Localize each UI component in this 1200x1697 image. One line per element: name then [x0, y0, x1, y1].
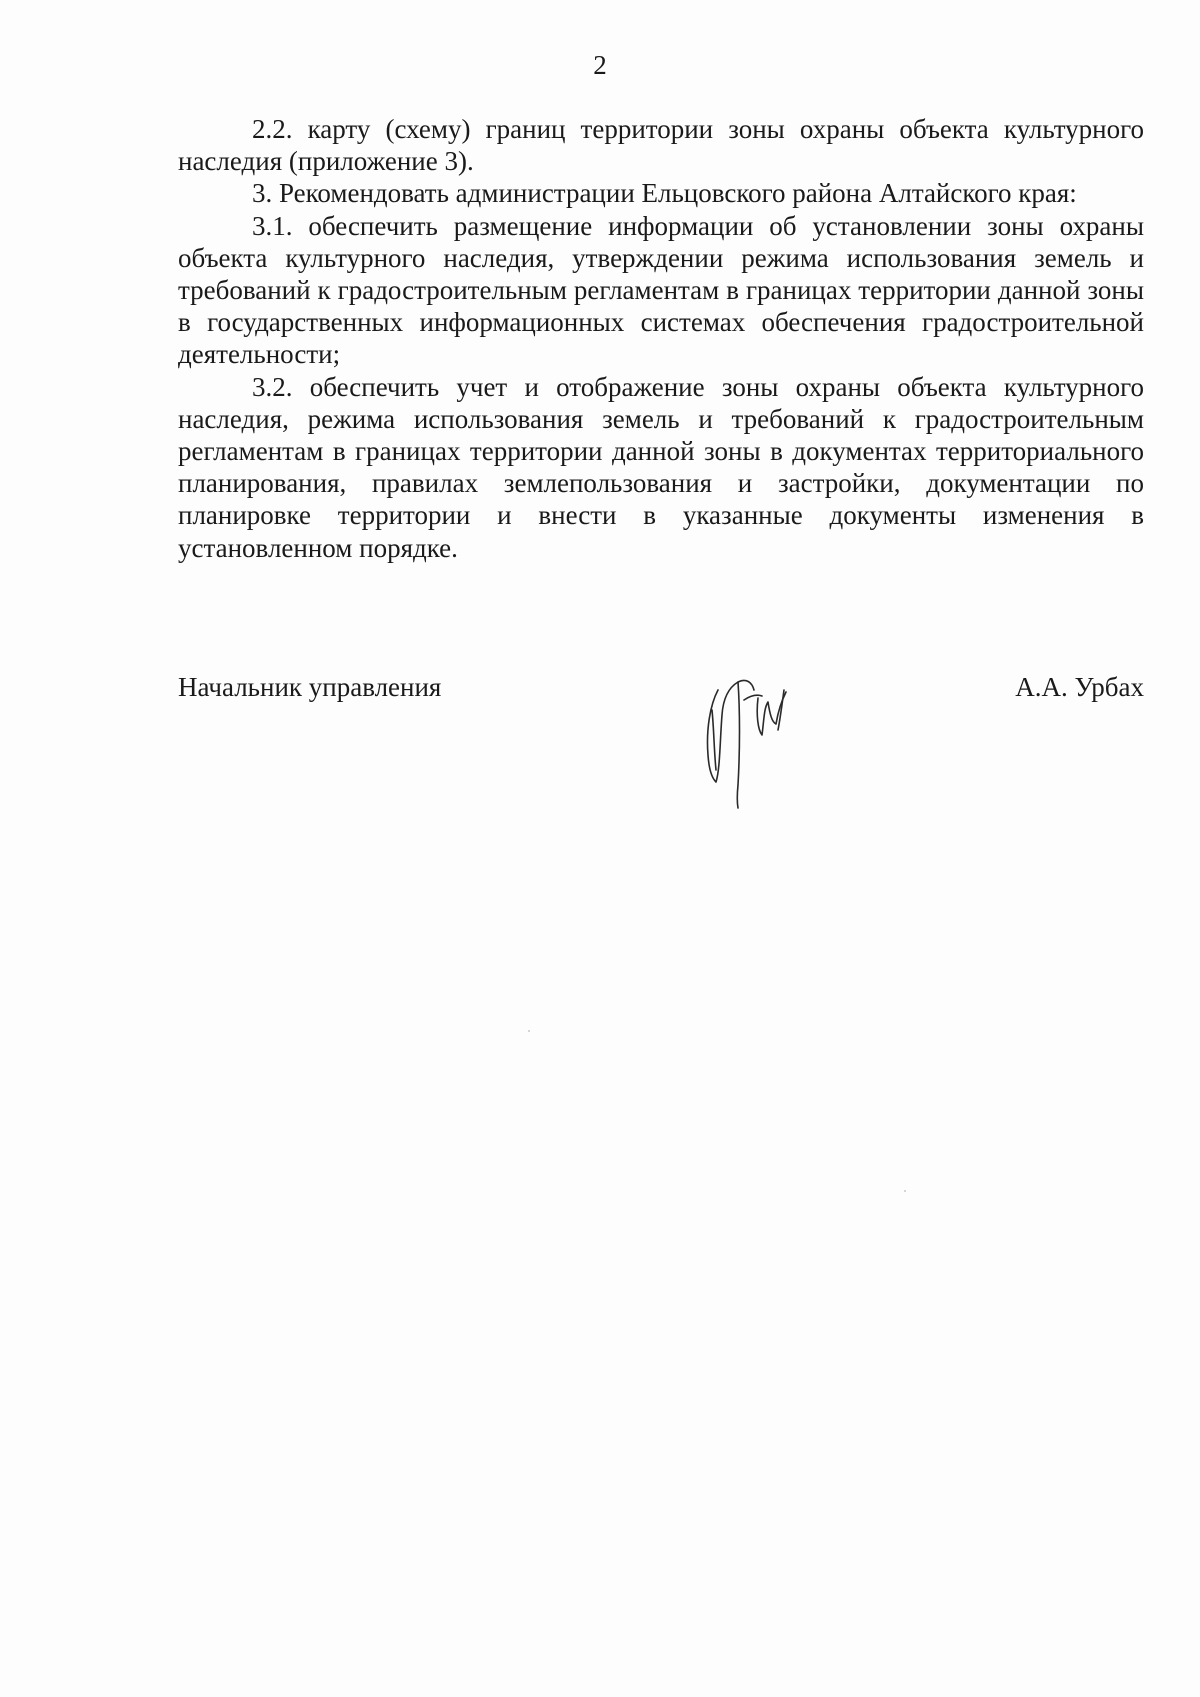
page-number: 2	[593, 50, 607, 80]
signatory-name: А.А. Урбах	[1015, 672, 1144, 702]
document-body	[178, 113, 1144, 564]
paragraph-2-2: 2.2. карту (схему) границ территории зоны охраны объекта культурного наследия (приложение 3).	[178, 114, 1144, 177]
signature-block	[178, 672, 1144, 822]
scan-speck	[528, 1030, 530, 1032]
paragraph-3-2: 3.2. обеспечить учет и отображение зоны охраны объекта культурного наследия, режима использования земель и требований к градостроительным регламентам в границах территории данной зоны в документах территориального планирования, правилах землепользования и застройки, документации по планировке территории и внести в указанные документы изменения в установленном порядке.	[178, 371, 1144, 563]
handwritten-signature-icon	[698, 660, 808, 810]
scan-speck	[904, 1190, 906, 1192]
paragraph-3: 3. Рекомендовать администрации Ельцовского района Алтайского края:	[252, 178, 1077, 209]
signatory-position: Начальник управления	[178, 672, 442, 702]
paragraph-3-1: 3.1. обеспечить размещение информации об установлении зоны охраны объекта культурного наследия, утверждении режима использования земель и требований к градостроительным регламентам в границах территории данной зоны в государственных информационных системах обеспечения градостроительной деятельности;	[178, 210, 1144, 370]
